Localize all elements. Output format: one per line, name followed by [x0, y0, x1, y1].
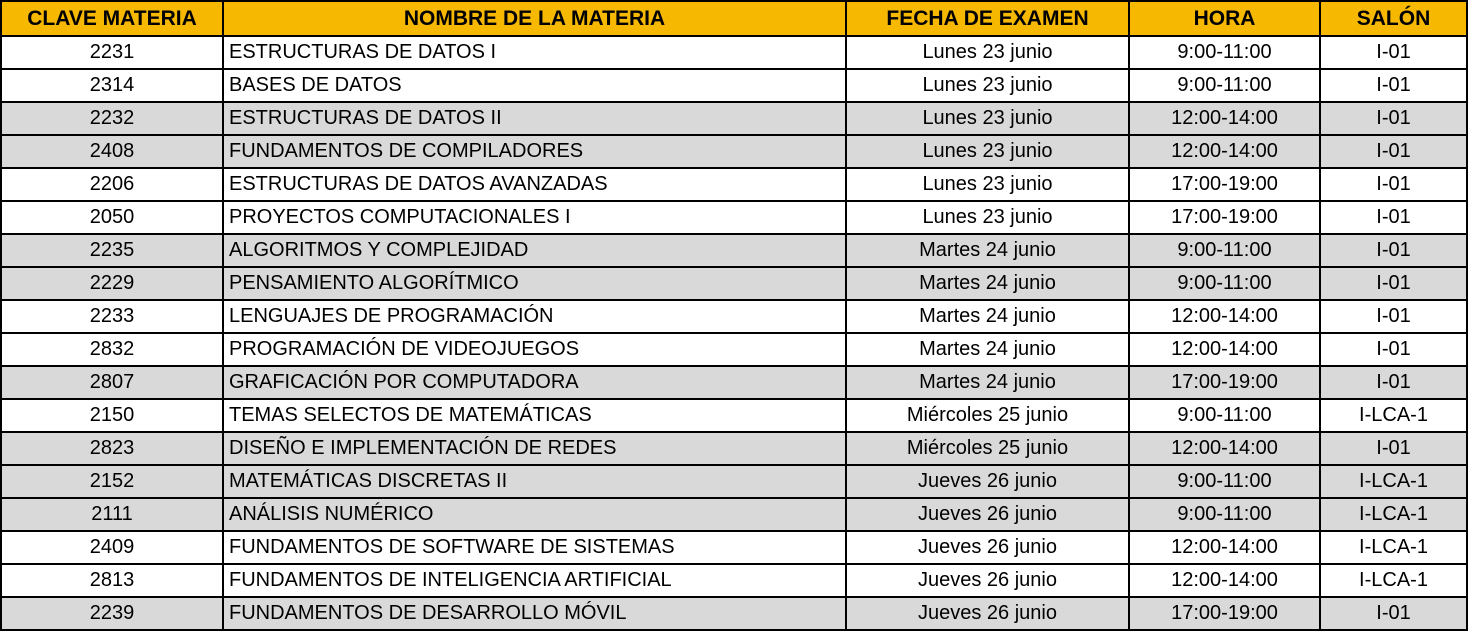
cell-nombre: PROGRAMACIÓN DE VIDEOJUEGOS — [223, 333, 846, 366]
header-fecha-examen: FECHA DE EXAMEN — [846, 1, 1129, 36]
cell-salon: I-01 — [1320, 333, 1467, 366]
table-row — [1, 597, 1467, 630]
cell-hora: 9:00-11:00 — [1129, 234, 1320, 267]
cell-nombre: ALGORITMOS Y COMPLEJIDAD — [223, 234, 846, 267]
cell-nombre: PENSAMIENTO ALGORÍTMICO — [223, 267, 846, 300]
cell-fecha: Lunes 23 junio — [846, 102, 1129, 135]
cell-clave: 2231 — [1, 36, 223, 69]
cell-salon: I-01 — [1320, 432, 1467, 465]
header-clave-materia: CLAVE MATERIA — [1, 1, 223, 36]
cell-clave: 2232 — [1, 102, 223, 135]
cell-hora: 17:00-19:00 — [1129, 366, 1320, 399]
table-row — [1, 531, 1467, 564]
header-hora: HORA — [1129, 1, 1320, 36]
cell-salon: I-01 — [1320, 201, 1467, 234]
cell-nombre: GRAFICACIÓN POR COMPUTADORA — [223, 366, 846, 399]
table-body — [1, 36, 1467, 630]
cell-fecha: Martes 24 junio — [846, 267, 1129, 300]
table-row — [1, 201, 1467, 234]
table-row — [1, 135, 1467, 168]
cell-nombre: ANÁLISIS NUMÉRICO — [223, 498, 846, 531]
table-row — [1, 366, 1467, 399]
cell-salon: I-LCA-1 — [1320, 399, 1467, 432]
cell-fecha: Lunes 23 junio — [846, 201, 1129, 234]
header-nombre-materia: NOMBRE DE LA MATERIA — [223, 1, 846, 36]
header-row — [1, 1, 1467, 36]
cell-salon: I-01 — [1320, 168, 1467, 201]
cell-hora: 9:00-11:00 — [1129, 36, 1320, 69]
cell-salon: I-01 — [1320, 234, 1467, 267]
table-header — [1, 1, 1467, 36]
cell-nombre: MATEMÁTICAS DISCRETAS II — [223, 465, 846, 498]
table-row — [1, 432, 1467, 465]
cell-salon: I-01 — [1320, 36, 1467, 69]
cell-hora: 17:00-19:00 — [1129, 597, 1320, 630]
cell-fecha: Jueves 26 junio — [846, 531, 1129, 564]
cell-nombre: DISEÑO E IMPLEMENTACIÓN DE REDES — [223, 432, 846, 465]
cell-clave: 2813 — [1, 564, 223, 597]
cell-clave: 2111 — [1, 498, 223, 531]
table-row — [1, 102, 1467, 135]
table-row — [1, 36, 1467, 69]
cell-hora: 12:00-14:00 — [1129, 432, 1320, 465]
cell-salon: I-01 — [1320, 300, 1467, 333]
cell-nombre: LENGUAJES DE PROGRAMACIÓN — [223, 300, 846, 333]
table-row — [1, 333, 1467, 366]
cell-hora: 12:00-14:00 — [1129, 333, 1320, 366]
cell-nombre: FUNDAMENTOS DE INTELIGENCIA ARTIFICIAL — [223, 564, 846, 597]
cell-hora: 12:00-14:00 — [1129, 531, 1320, 564]
cell-nombre: ESTRUCTURAS DE DATOS I — [223, 36, 846, 69]
cell-fecha: Martes 24 junio — [846, 300, 1129, 333]
cell-fecha: Martes 24 junio — [846, 234, 1129, 267]
cell-hora: 9:00-11:00 — [1129, 69, 1320, 102]
cell-fecha: Lunes 23 junio — [846, 135, 1129, 168]
cell-salon: I-LCA-1 — [1320, 498, 1467, 531]
table-row — [1, 399, 1467, 432]
cell-salon: I-01 — [1320, 135, 1467, 168]
cell-clave: 2229 — [1, 267, 223, 300]
cell-hora: 12:00-14:00 — [1129, 135, 1320, 168]
cell-salon: I-01 — [1320, 102, 1467, 135]
header-salon: SALÓN — [1320, 1, 1467, 36]
cell-nombre: ESTRUCTURAS DE DATOS II — [223, 102, 846, 135]
cell-nombre: TEMAS SELECTOS DE MATEMÁTICAS — [223, 399, 846, 432]
cell-salon: I-LCA-1 — [1320, 465, 1467, 498]
cell-clave: 2823 — [1, 432, 223, 465]
table-row — [1, 267, 1467, 300]
cell-clave: 2152 — [1, 465, 223, 498]
cell-clave: 2832 — [1, 333, 223, 366]
cell-clave: 2409 — [1, 531, 223, 564]
cell-salon: I-LCA-1 — [1320, 564, 1467, 597]
cell-fecha: Jueves 26 junio — [846, 465, 1129, 498]
cell-clave: 2150 — [1, 399, 223, 432]
cell-clave: 2235 — [1, 234, 223, 267]
cell-clave: 2807 — [1, 366, 223, 399]
cell-hora: 12:00-14:00 — [1129, 102, 1320, 135]
cell-fecha: Jueves 26 junio — [846, 597, 1129, 630]
cell-clave: 2233 — [1, 300, 223, 333]
cell-fecha: Jueves 26 junio — [846, 564, 1129, 597]
cell-clave: 2239 — [1, 597, 223, 630]
cell-salon: I-01 — [1320, 267, 1467, 300]
table-row — [1, 168, 1467, 201]
cell-nombre: PROYECTOS COMPUTACIONALES I — [223, 201, 846, 234]
cell-hora: 9:00-11:00 — [1129, 465, 1320, 498]
cell-clave: 2206 — [1, 168, 223, 201]
cell-fecha: Miércoles 25 junio — [846, 432, 1129, 465]
cell-hora: 17:00-19:00 — [1129, 201, 1320, 234]
cell-fecha: Miércoles 25 junio — [846, 399, 1129, 432]
cell-nombre: BASES DE DATOS — [223, 69, 846, 102]
cell-nombre: FUNDAMENTOS DE COMPILADORES — [223, 135, 846, 168]
table-row — [1, 498, 1467, 531]
cell-salon: I-01 — [1320, 366, 1467, 399]
cell-fecha: Lunes 23 junio — [846, 36, 1129, 69]
table-row — [1, 234, 1467, 267]
cell-fecha: Martes 24 junio — [846, 366, 1129, 399]
cell-hora: 9:00-11:00 — [1129, 399, 1320, 432]
cell-fecha: Martes 24 junio — [846, 333, 1129, 366]
cell-fecha: Lunes 23 junio — [846, 69, 1129, 102]
cell-hora: 9:00-11:00 — [1129, 498, 1320, 531]
cell-salon: I-LCA-1 — [1320, 531, 1467, 564]
cell-hora: 12:00-14:00 — [1129, 300, 1320, 333]
cell-hora: 12:00-14:00 — [1129, 564, 1320, 597]
cell-hora: 17:00-19:00 — [1129, 168, 1320, 201]
table-row — [1, 300, 1467, 333]
cell-nombre: FUNDAMENTOS DE SOFTWARE DE SISTEMAS — [223, 531, 846, 564]
cell-nombre: ESTRUCTURAS DE DATOS AVANZADAS — [223, 168, 846, 201]
table-row — [1, 564, 1467, 597]
table-row — [1, 465, 1467, 498]
table-row — [1, 69, 1467, 102]
cell-nombre: FUNDAMENTOS DE DESARROLLO MÓVIL — [223, 597, 846, 630]
cell-hora: 9:00-11:00 — [1129, 267, 1320, 300]
cell-clave: 2314 — [1, 69, 223, 102]
cell-fecha: Lunes 23 junio — [846, 168, 1129, 201]
cell-clave: 2050 — [1, 201, 223, 234]
cell-clave: 2408 — [1, 135, 223, 168]
cell-fecha: Jueves 26 junio — [846, 498, 1129, 531]
cell-salon: I-01 — [1320, 69, 1467, 102]
cell-salon: I-01 — [1320, 597, 1467, 630]
